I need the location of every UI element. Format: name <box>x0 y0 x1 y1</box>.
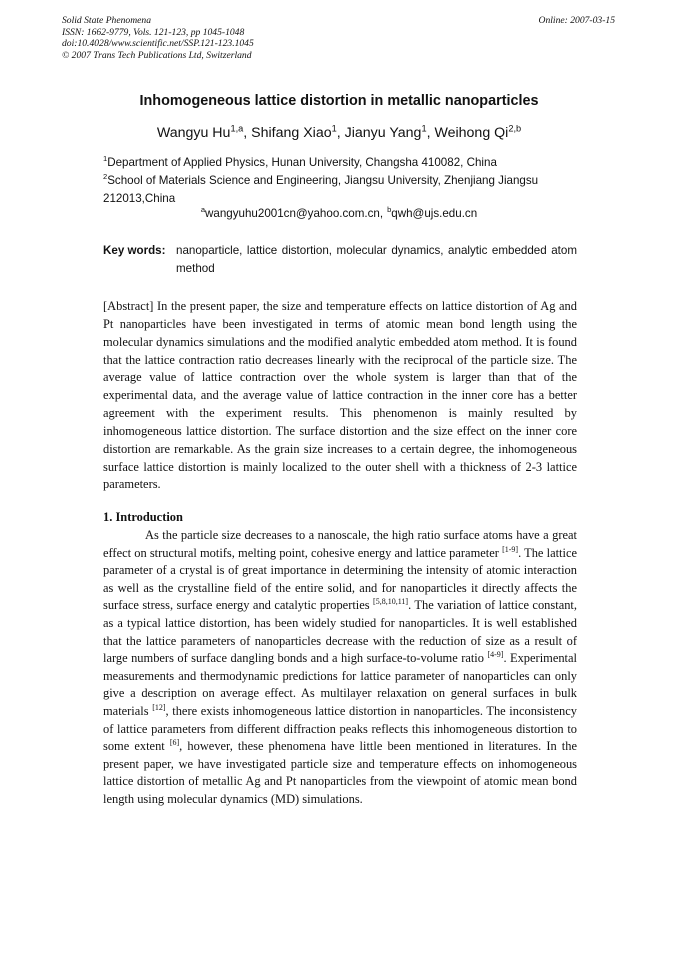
body-text: , there exists inhomogeneous lattice distortion in nanoparticles. The inconsistency of lattice parameters from different diffraction peaks reflects this inhomogeneous distortion to some extent <box>103 703 577 754</box>
author-affiliation-mark: 1 <box>421 123 427 134</box>
doi-line: doi:10.4028/www.scientific.net/SSP.121-123.1045 <box>62 38 254 49</box>
citation: [4-9] <box>487 650 504 660</box>
contact-emails <box>0 207 678 220</box>
author-separator: , <box>336 125 345 141</box>
affiliation-2 <box>103 172 577 208</box>
author-name: Wangyu Hu <box>156 125 231 141</box>
affiliation-mark: 2 <box>103 172 108 182</box>
affiliation-mark: 1 <box>103 154 108 164</box>
author-name: Weihong Qi <box>434 125 509 141</box>
email-address[interactable]: qwh@ujs.edu.cn <box>391 207 478 220</box>
issn-line: ISSN: 1662-9779, Vols. 121-123, pp 1045-1048 <box>62 26 245 38</box>
body-text: As the particle size decreases to a nanoscale, the high ratio surface atoms have a great effect on structural motifs, melting point, cohesive energy and lattice parameter <box>103 528 577 560</box>
citation: [5,8,10,11] <box>373 597 409 607</box>
author-affiliation-mark: 1 <box>331 123 337 134</box>
paper-title: Inhomogeneous lattice distortion in metallic nanoparticles <box>139 93 539 109</box>
keywords-label: Key words: <box>103 244 166 257</box>
keywords-text: nanoparticle, lattice distortion, molecular dynamics, analytic embedded atom method <box>176 244 577 275</box>
body-text: . The lattice parameter of a crystal is of great importance in determining the intensity of atomic interaction as well as the crystalline field of the entire solid, and for nanoparticles it directly affects the surface stress, surface energy and catalytic properties <box>103 545 577 613</box>
affiliation-text: School of Materials Science and Engineering, Jiangsu University, Zhenjiang Jiangsu 212013,China <box>103 174 539 205</box>
email-mark: a <box>200 205 206 215</box>
body-text: . The variation of lattice constant, as a typical lattice distortion, has been widely studied for nanoparticles. It is well established that the lattice parameters of nanoparticles decrease with the reduction of size as a result of large numbers of surface dangling bonds and a high surface-to-volume ratio <box>103 598 577 666</box>
online-date: Online: 2007-03-15 <box>538 15 615 26</box>
body-text: . Experimental measurements and thermodynamic predictions for lattice parameter of nanoparticles can only give a description on average effect. As multilayer relaxation on general surfaces in bulk materials <box>103 651 577 718</box>
author-list <box>0 125 678 141</box>
email-address[interactable]: wangyuhu2001cn@yahoo.com.cn, <box>205 207 384 220</box>
affiliation-1 <box>103 154 577 172</box>
author-affiliation-mark: 2,b <box>508 123 522 134</box>
author-name: Shifang Xiao <box>251 125 332 141</box>
introduction-paragraph <box>103 527 577 809</box>
copyright-line: © 2007 Trans Tech Publications Ltd, Switzerland <box>62 49 252 61</box>
body-text: , however, these phenomena have little been mentioned in literatures. In the present paper, we have investigated particle size and temperature effects on inhomogeneous lattice distortion of metallic Ag and Pt nanoparticles from the viewpoint of atomic mean bond length using molecular dynamics (MD) simulations. <box>103 739 577 806</box>
author-separator: , <box>243 125 252 141</box>
citation: [12] <box>152 702 166 712</box>
publication-header <box>62 15 254 61</box>
abstract-paragraph: [Abstract] In the present paper, the size and temperature effects on lattice distortion of Ag and Pt nanoparticles have been investigated in terms of atomic mean bond length using the molecular dynamics simulations and the modified analytic embedded atom method. It is found that the lattice contraction ratio decreases linearly with the reciprocal of the particle size. The average value of lattice contraction over the whole system is larger than that of the experimental data, and the average value of lattice contraction in the inner core has a better agreement with the experiment results. This phenomenon is mainly resulted by inhomogeneous lattice distortion. The surface distortion and the size effect on the inner core distortion are remarkable. As the grain size increases to a certain degree, the inhomogeneous surface lattice distortion is mainly localized to the outer shell with a thickness of 2-3 lattice parameters. <box>103 299 577 492</box>
journal-name: Solid State Phenomena <box>62 15 151 26</box>
section-heading: 1. Introduction <box>103 510 183 524</box>
keywords <box>103 242 577 278</box>
affiliation-text: Department of Applied Physics, Hunan University, Changsha 410082, China <box>107 156 497 169</box>
author-name: Jianyu Yang <box>344 125 422 141</box>
citation: [1-9] <box>502 544 519 554</box>
author-affiliation-mark: 1,a <box>230 123 244 134</box>
email-mark: b <box>387 205 392 215</box>
citation: [6] <box>169 737 180 747</box>
author-separator: , <box>426 125 435 141</box>
